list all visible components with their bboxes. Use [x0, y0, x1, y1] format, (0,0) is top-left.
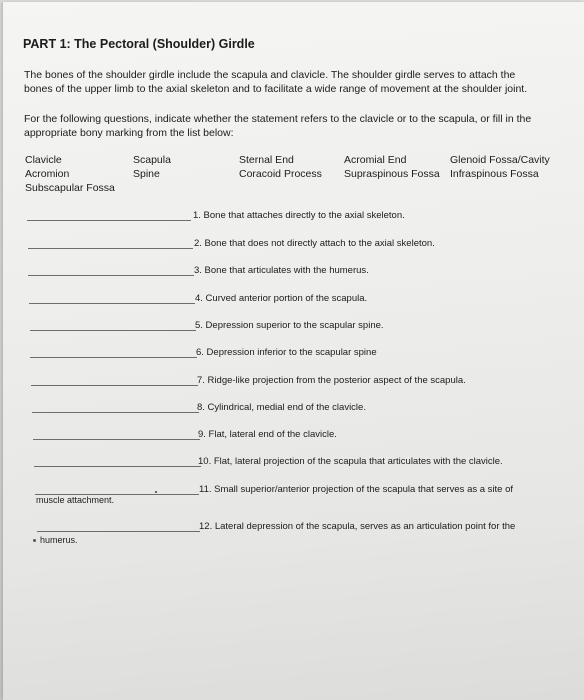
- word-bank-item: Clavicle: [25, 154, 62, 166]
- pen-mark: [155, 491, 157, 493]
- question-6: 6. Depression inferior to the scapular spine: [196, 347, 377, 358]
- question-7: 7. Ridge-like projection from the posterior aspect of the scapula.: [197, 375, 466, 386]
- intro-line-1: The bones of the shoulder girdle include the scapula and clavicle. The shoulder girdle serves to attach the: [24, 69, 516, 81]
- question-10: 10. Flat, lateral projection of the scapula that articulates with the clavicle.: [198, 456, 503, 467]
- answer-blank-3[interactable]: [28, 275, 194, 276]
- word-bank-item: Acromial End: [344, 154, 407, 166]
- answer-blank-8[interactable]: [32, 412, 199, 413]
- word-bank-item: Subscapular Fossa: [25, 182, 115, 194]
- word-bank-item: Supraspinous Fossa: [344, 168, 440, 180]
- answer-blank-7[interactable]: [31, 385, 198, 386]
- answer-blank-10[interactable]: [34, 466, 201, 467]
- worksheet-page: [3, 2, 584, 700]
- question-2: 2. Bone that does not directly attach to the axial skeleton.: [194, 238, 435, 249]
- question-12-continuation: humerus.: [40, 535, 78, 545]
- question-5: 5. Depression superior to the scapular spine.: [195, 320, 384, 331]
- answer-blank-9[interactable]: [33, 439, 200, 440]
- question-3: 3. Bone that articulates with the humerus.: [194, 265, 369, 276]
- instructions-line-2: appropriate bony marking from the list below:: [24, 127, 234, 139]
- question-9: 9. Flat, lateral end of the clavicle.: [198, 429, 337, 440]
- word-bank-col-4: [344, 153, 440, 181]
- question-11-continuation: muscle attachment.: [36, 495, 115, 505]
- word-bank-item: Infraspinous Fossa: [450, 168, 539, 180]
- word-bank-item: Glenoid Fossa/Cavity: [450, 154, 550, 166]
- word-bank-col-5: [450, 153, 550, 181]
- answer-blank-12[interactable]: [37, 531, 200, 532]
- word-bank-col-2: [133, 153, 171, 181]
- answer-blank-5[interactable]: [30, 330, 196, 331]
- answer-blank-6[interactable]: [30, 357, 197, 358]
- answer-blank-2[interactable]: [28, 248, 193, 249]
- bullet-mark: [33, 539, 36, 542]
- instructions-line-1: For the following questions, indicate whether the statement refers to the clavicle or to the scapula, or fill in the: [24, 113, 532, 125]
- answer-blank-1[interactable]: [27, 220, 191, 221]
- word-bank-col-3: [239, 153, 322, 181]
- word-bank-item: Sternal End: [239, 154, 294, 166]
- word-bank-item: Scapula: [133, 154, 171, 166]
- answer-blank-4[interactable]: [29, 303, 195, 304]
- section-title: PART 1: The Pectoral (Shoulder) Girdle: [23, 37, 255, 51]
- word-bank-item: Spine: [133, 168, 160, 180]
- word-bank-item: Acromion: [25, 168, 70, 180]
- question-1: 1. Bone that attaches directly to the axial skeleton.: [193, 210, 405, 221]
- intro-line-2: bones of the upper limb to the axial skeleton and to facilitate a wide range of movement at the shoulder joint.: [24, 83, 528, 95]
- instructions-paragraph: [24, 112, 531, 140]
- question-4: 4. Curved anterior portion of the scapula.: [195, 293, 368, 304]
- word-bank-item: Coracoid Process: [239, 168, 322, 180]
- word-bank-col-1: [25, 153, 115, 195]
- question-11: 11. Small superior/anterior projection of the scapula that serves as a site of: [199, 484, 514, 495]
- intro-paragraph: [24, 68, 527, 96]
- question-8: 8. Cylindrical, medial end of the clavicle.: [197, 402, 366, 413]
- question-12: 12. Lateral depression of the scapula, serves as an articulation point for the: [199, 521, 516, 532]
